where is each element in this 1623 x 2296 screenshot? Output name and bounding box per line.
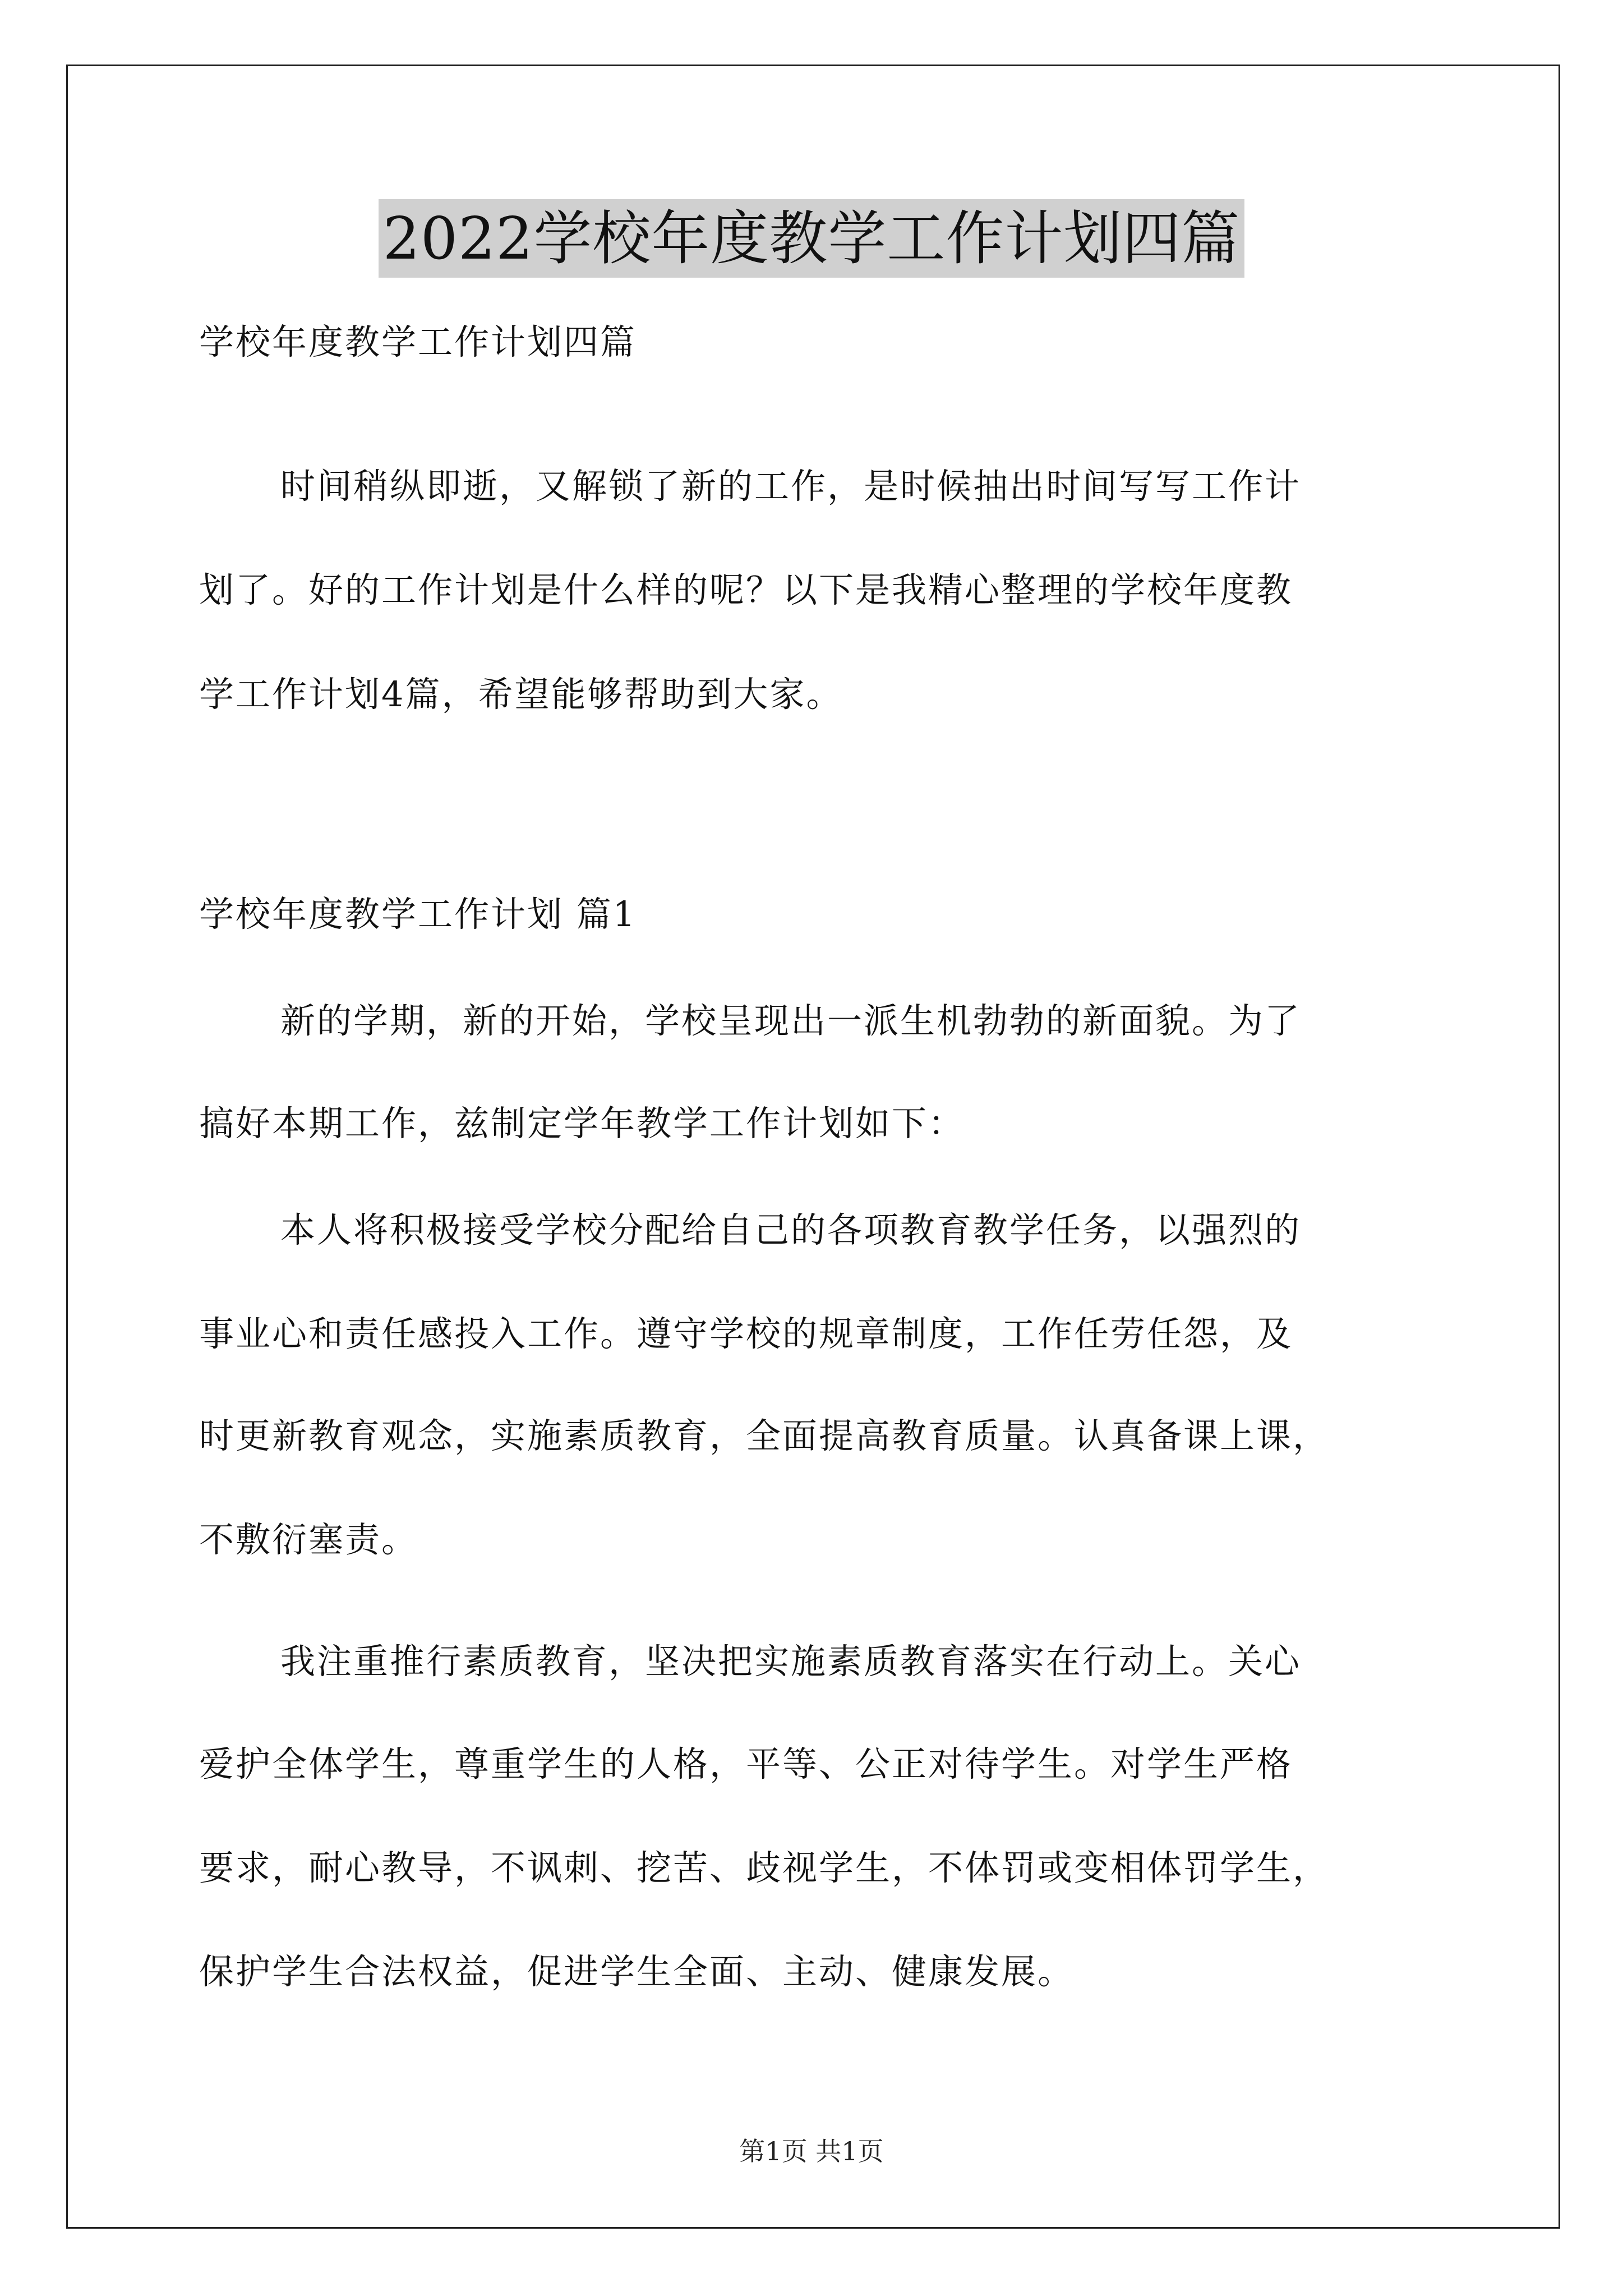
para3-line-1: 我注重推行素质教育，坚决把实施素质教育落实在行动上。关心 xyxy=(280,1641,1302,1682)
document-title: 2022学校年度教学工作计划四篇 xyxy=(379,199,1245,278)
para3-line-3: 要求，耐心教导，不讽刺、挖苦、歧视学生，不体罚或变相体罚学生， xyxy=(199,1847,1330,1888)
para2-line-2: 事业心和责任感投入工作。遵守学校的规章制度，工作任劳任怨，及 xyxy=(199,1313,1293,1354)
title-container xyxy=(0,199,1623,278)
para3-line-4: 保护学生合法权益，促进学生全面、主动、健康发展。 xyxy=(199,1951,1075,1992)
section-heading: 学校年度教学工作计划 篇1 xyxy=(199,894,637,935)
intro-line-1: 时间稍纵即逝，又解锁了新的工作，是时候抽出时间写写工作计 xyxy=(280,466,1302,507)
para1-line-1: 新的学期，新的开始，学校呈现出一派生机勃勃的新面貌。为了 xyxy=(280,1000,1302,1041)
intro-line-2: 划了。好的工作计划是什么样的呢？以下是我精心整理的学校年度教 xyxy=(199,569,1293,610)
para3-line-2: 爱护全体学生，尊重学生的人格，平等、公正对待学生。对学生严格 xyxy=(199,1743,1293,1784)
subtitle: 学校年度教学工作计划四篇 xyxy=(199,321,637,362)
para1-line-2: 搞好本期工作，兹制定学年教学工作计划如下： xyxy=(199,1103,965,1144)
para2-line-1: 本人将积极接受学校分配给自己的各项教育教学任务，以强烈的 xyxy=(280,1209,1302,1250)
para2-line-4: 不敷衍塞责。 xyxy=(199,1519,418,1560)
para2-line-3: 时更新教育观念，实施素质教育，全面提高教育质量。认真备课上课， xyxy=(199,1415,1330,1456)
page-footer: 第1页 共1页 xyxy=(739,2136,884,2166)
intro-line-3: 学工作计划4篇，希望能够帮助到大家。 xyxy=(199,674,843,715)
